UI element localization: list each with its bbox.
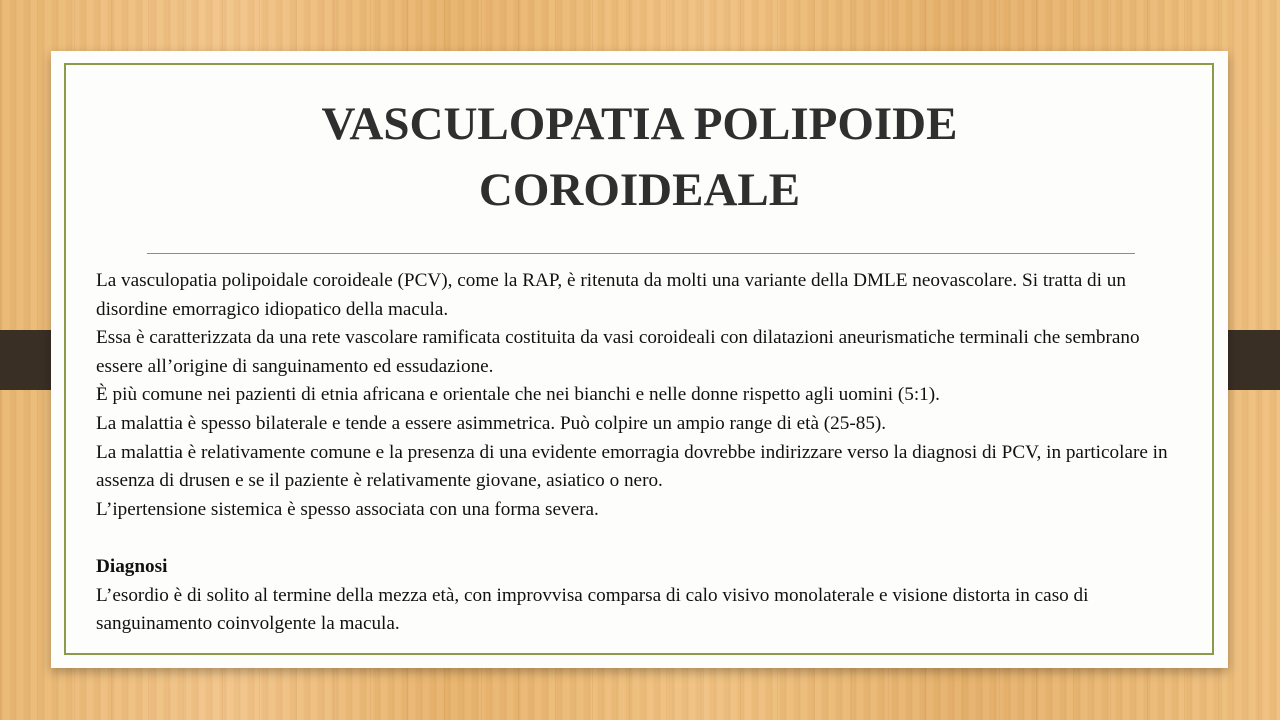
body-paragraph: È più comune nei pazienti di etnia africana e orientale che nei bianchi e nelle donne rispetto agli uomini (5:1).: [96, 384, 940, 406]
body-paragraph: La malattia è spesso bilaterale e tende a essere asimmetrica. Può colpire un ampio range di età (25-85).: [96, 412, 887, 434]
body-paragraph: L’ipertensione sistemica è spesso associata con una forma severa.: [96, 498, 599, 520]
slide-title: [51, 91, 1228, 223]
title-line-1: VASCULOPATIA POLIPOIDE: [321, 98, 958, 150]
paragraph-spacer: [96, 524, 1191, 553]
slide-body: [96, 267, 1191, 639]
body-paragraph: La vasculopatia polipoidale coroideale (PCV), come la RAP, è ritenuta da molti una variante della DMLE neovascolare. Si tratta di un disordine emorragico idiopatico della macula.: [96, 270, 1126, 320]
title-line-2: COROIDEALE: [478, 164, 801, 216]
body-paragraph: Essa è caratterizzata da una rete vascolare ramificata costituita da vasi coroideali con dilatazioni aneurismatiche terminali che sembrano essere all’origine di sanguinamento ed essudazione.: [96, 327, 1140, 377]
body-paragraph: La malattia è relativamente comune e la presenza di una evidente emorragia dovrebbe indirizzare verso la diagnosi di PCV, in particolare in assenza di drusen e se il paziente è relativamente giovane, asiatico o nero.: [96, 441, 1168, 492]
section-heading: Diagnosi: [96, 555, 168, 577]
slide-paper: [51, 51, 1228, 668]
title-divider: [147, 253, 1135, 254]
section-paragraph: L’esordio è di solito al termine della mezza età, con improvvisa comparsa di calo visivo monolaterale e visione distorta in caso di sanguinamento coinvolgente la macula.: [96, 584, 1089, 635]
